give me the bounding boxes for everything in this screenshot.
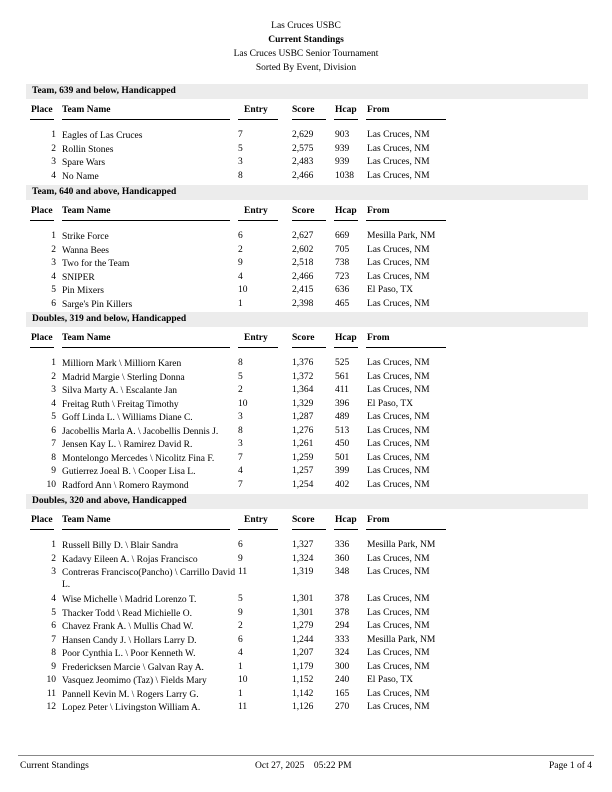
cell-team: Sarge's Pin Killers: [62, 299, 133, 310]
cell-place: 11: [46, 688, 56, 699]
cell-from: Las Cruces, NM: [367, 244, 430, 255]
cell-place: 4: [51, 170, 56, 181]
cell-from: Mesilla Park, NM: [367, 231, 436, 241]
header-underline: [334, 220, 358, 221]
cell-from: Las Cruces, NM: [367, 648, 430, 658]
cell-team: Contreras Francisco(Pancho) \ Carrillo David L.: [62, 568, 236, 590]
cell-team: Thacker Todd \ Read Michielle O.: [62, 608, 193, 619]
cell-from: El Paso, TX: [367, 285, 414, 295]
cell-entry: 5: [238, 594, 243, 604]
header-underline: [238, 529, 278, 530]
cell-hcap: 165: [335, 688, 350, 699]
column-headers: [26, 333, 588, 347]
cell-entry: 4: [238, 271, 243, 282]
cell-score: 1,376: [292, 358, 314, 368]
cell-entry: 10: [238, 285, 248, 295]
cell-team: Freitag Ruth \ Freitag Timothy: [62, 399, 179, 410]
cell-score: 1,179: [292, 661, 314, 672]
cell-place: 6: [51, 298, 56, 309]
footer-report-name: Current Standings: [20, 761, 89, 771]
cell-hcap: 240: [335, 675, 350, 685]
column-header-score: Score: [292, 105, 315, 115]
header-underline: [292, 529, 326, 530]
cell-hcap: 336: [335, 540, 350, 550]
cell-team: Jacobellis Marla A. \ Jacobellis Dennis J.: [62, 426, 219, 437]
cell-hcap: 450: [335, 439, 350, 449]
cell-team: Milliorn Mark \ Milliorn Karen: [62, 359, 182, 369]
cell-place: 10: [46, 675, 56, 685]
cell-entry: 8: [238, 170, 243, 181]
cell-score: 1,126: [292, 702, 314, 712]
cell-score: 1,279: [292, 621, 314, 631]
cell-from: Las Cruces, NM: [367, 553, 430, 564]
cell-entry: 4: [238, 466, 243, 476]
cell-place: 10: [46, 479, 56, 490]
cell-score: 1,276: [292, 425, 314, 436]
cell-from: Las Cruces, NM: [367, 594, 430, 604]
cell-hcap: 705: [335, 244, 350, 255]
cell-entry: 7: [238, 130, 243, 140]
table-row: [26, 661, 588, 675]
cell-team: Silva Marty A. \ Escalante Jan: [62, 386, 178, 396]
cell-entry: 11: [238, 702, 248, 712]
cell-team: Russell Billy D. \ Blair Sandra: [62, 541, 179, 551]
cell-place: 1: [51, 358, 56, 368]
cell-from: Las Cruces, NM: [367, 143, 430, 154]
column-header-hcap: Hcap: [335, 105, 357, 115]
header-underline: [366, 119, 446, 120]
column-header-from: From: [367, 105, 390, 115]
cell-entry: 3: [238, 412, 243, 422]
cell-place: 3: [51, 385, 56, 395]
column-header-team: Team Name: [62, 515, 111, 525]
cell-place: 12: [46, 702, 56, 712]
column-header-hcap: Hcap: [335, 206, 357, 216]
column-header-from: From: [367, 333, 390, 343]
header-underline: [238, 220, 278, 221]
table-row: [26, 384, 588, 398]
table-row: [26, 271, 588, 285]
cell-hcap: 501: [335, 452, 350, 463]
cell-score: 2,575: [292, 143, 314, 154]
cell-hcap: 1038: [335, 170, 354, 181]
cell-team: Wanna Bees: [62, 245, 109, 256]
header-underline: [292, 119, 326, 120]
cell-place: 2: [51, 553, 56, 564]
cell-entry: 9: [238, 258, 243, 268]
column-header-hcap: Hcap: [335, 333, 357, 343]
cell-entry: 1: [238, 688, 243, 699]
header-underline: [62, 220, 230, 221]
table-row: [26, 156, 588, 170]
cell-hcap: 270: [335, 702, 350, 712]
cell-hcap: 525: [335, 358, 350, 368]
header-underline: [30, 220, 54, 221]
header-underline: [30, 347, 54, 348]
column-header-score: Score: [292, 333, 315, 343]
cell-hcap: 378: [335, 607, 350, 618]
cell-entry: 7: [238, 452, 243, 463]
cell-team: Kadavy Eileen A. \ Rojas Francisco: [62, 554, 198, 565]
sort-description: Sorted By Event, Division: [255, 63, 357, 73]
header-underline: [334, 347, 358, 348]
cell-hcap: 489: [335, 412, 350, 422]
cell-from: Las Cruces, NM: [367, 412, 430, 422]
cell-hcap: 399: [335, 466, 350, 476]
cell-score: 1,372: [292, 371, 314, 382]
column-header-hcap: Hcap: [335, 515, 357, 525]
header-underline: [30, 529, 54, 530]
cell-place: 3: [51, 157, 56, 167]
column-header-from: From: [367, 206, 390, 216]
cell-from: Las Cruces, NM: [367, 385, 430, 395]
standings-rows: [26, 539, 588, 715]
cell-place: 4: [51, 398, 56, 409]
standings-section: [26, 312, 588, 492]
section-title: Team, 639 and below, Handicapped: [26, 84, 588, 99]
cell-team: Strike Force: [62, 232, 109, 242]
cell-team: Montelongo Mercedes \ Nicolitz Fina F.: [62, 453, 215, 464]
cell-entry: 3: [238, 157, 243, 167]
column-header-entry: Entry: [244, 105, 268, 115]
section-title: Doubles, 319 and below, Handicapped: [26, 312, 588, 327]
cell-place: 3: [51, 258, 56, 268]
cell-from: Las Cruces, NM: [367, 170, 430, 181]
cell-entry: 11: [238, 567, 248, 577]
table-row: [26, 129, 588, 143]
cell-from: Las Cruces, NM: [367, 607, 430, 618]
cell-score: 2,518: [292, 258, 314, 268]
column-header-place: Place: [31, 206, 53, 216]
cell-score: 2,466: [292, 170, 314, 181]
cell-score: 1,329: [292, 398, 314, 409]
cell-from: Las Cruces, NM: [367, 688, 430, 699]
cell-hcap: 324: [335, 648, 350, 658]
cell-entry: 4: [238, 648, 243, 658]
cell-place: 2: [51, 371, 56, 382]
table-row: [26, 620, 588, 634]
cell-from: El Paso, TX: [367, 398, 414, 409]
org-name: Las Cruces USBC: [271, 21, 341, 31]
table-row: [26, 566, 588, 593]
table-row: [26, 539, 588, 553]
table-row: [26, 411, 588, 425]
cell-from: Las Cruces, NM: [367, 661, 430, 672]
cell-hcap: 378: [335, 594, 350, 604]
cell-entry: 2: [238, 621, 243, 631]
cell-hcap: 396: [335, 398, 350, 409]
column-header-place: Place: [31, 105, 53, 115]
table-row: [26, 674, 588, 688]
table-row: [26, 647, 588, 661]
cell-hcap: 561: [335, 371, 350, 382]
cell-hcap: 903: [335, 130, 350, 140]
column-headers: [26, 105, 588, 119]
table-row: [26, 553, 588, 567]
cell-hcap: 411: [335, 385, 349, 395]
cell-entry: 2: [238, 385, 243, 395]
cell-entry: 10: [238, 675, 248, 685]
cell-score: 1,261: [292, 439, 314, 449]
standings-section: [26, 494, 588, 715]
header-underline: [366, 529, 446, 530]
table-row: [26, 298, 588, 312]
header-underline: [292, 220, 326, 221]
standings-section: [26, 84, 588, 183]
cell-team: Hansen Candy J. \ Hollars Larry D.: [62, 635, 197, 646]
cell-entry: 5: [238, 143, 243, 154]
cell-hcap: 669: [335, 231, 350, 241]
cell-from: Mesilla Park, NM: [367, 540, 436, 550]
cell-place: 9: [51, 466, 56, 476]
cell-from: Las Cruces, NM: [367, 479, 430, 490]
cell-team: Madrid Margie \ Sterling Donna: [62, 372, 185, 383]
table-row: [26, 701, 588, 715]
table-row: [26, 465, 588, 479]
cell-entry: 5: [238, 371, 243, 382]
table-row: [26, 357, 588, 371]
cell-place: 2: [51, 143, 56, 154]
header-underline: [366, 220, 446, 221]
table-row: [26, 244, 588, 258]
cell-hcap: 360: [335, 553, 350, 564]
cell-place: 4: [51, 271, 56, 282]
cell-entry: 6: [238, 634, 243, 645]
section-title: Team, 640 and above, Handicapped: [26, 185, 588, 200]
cell-score: 1,364: [292, 385, 314, 395]
cell-entry: 7: [238, 479, 243, 490]
cell-score: 1,254: [292, 479, 314, 490]
table-row: [26, 452, 588, 466]
cell-team: Gutierrez Joeal B. \ Cooper Lisa L.: [62, 467, 196, 477]
header-underline: [366, 347, 446, 348]
cell-hcap: 513: [335, 425, 350, 436]
cell-team: Lopez Peter \ Livingston William A.: [62, 703, 201, 713]
cell-score: 1,327: [292, 540, 314, 550]
cell-from: Las Cruces, NM: [367, 466, 430, 476]
header-underline: [238, 347, 278, 348]
cell-entry: 10: [238, 398, 248, 409]
header-underline: [334, 529, 358, 530]
cell-score: 1,259: [292, 452, 314, 463]
cell-score: 2,627: [292, 231, 314, 241]
cell-team: Spare Wars: [62, 158, 106, 168]
table-row: [26, 479, 588, 493]
cell-place: 8: [51, 648, 56, 658]
cell-place: 5: [51, 285, 56, 295]
cell-entry: 6: [238, 540, 243, 550]
table-row: [26, 607, 588, 621]
footer-page-number: Page 1 of 4: [548, 761, 592, 771]
cell-entry: 2: [238, 244, 243, 255]
table-row: [26, 438, 588, 452]
table-row: [26, 593, 588, 607]
standings-rows: [26, 129, 588, 183]
cell-from: Las Cruces, NM: [367, 452, 430, 463]
header-underline: [62, 119, 230, 120]
column-header-team: Team Name: [62, 333, 111, 343]
column-header-team: Team Name: [62, 105, 111, 115]
cell-score: 1,319: [292, 567, 314, 577]
column-headers: [26, 206, 588, 220]
footer-timestamp: Oct 27, 2025 05:22 PM: [255, 761, 352, 771]
table-row: [26, 634, 588, 648]
cell-place: 2: [51, 244, 56, 255]
cell-hcap: 723: [335, 271, 350, 282]
cell-team: Pin Mixers: [62, 286, 104, 296]
cell-team: Pannell Kevin M. \ Rogers Larry G.: [62, 689, 199, 700]
column-header-entry: Entry: [244, 333, 268, 343]
cell-hcap: 636: [335, 285, 350, 295]
cell-from: Las Cruces, NM: [367, 702, 430, 712]
standings-rows: [26, 357, 588, 492]
table-row: [26, 143, 588, 157]
page-title: Current Standings: [268, 35, 344, 45]
column-header-entry: Entry: [244, 515, 268, 525]
cell-from: Las Cruces, NM: [367, 258, 430, 268]
cell-from: Las Cruces, NM: [367, 298, 430, 309]
table-row: [26, 371, 588, 385]
cell-place: 1: [51, 540, 56, 550]
table-row: [26, 230, 588, 244]
cell-from: Las Cruces, NM: [367, 130, 430, 140]
cell-from: Las Cruces, NM: [367, 621, 430, 631]
table-row: [26, 398, 588, 412]
header-underline: [334, 119, 358, 120]
cell-entry: 9: [238, 553, 243, 564]
cell-team: Jensen Kay L. \ Ramirez David R.: [62, 440, 193, 450]
cell-score: 1,324: [292, 553, 314, 564]
cell-score: 1,142: [292, 688, 314, 699]
table-row: [26, 688, 588, 702]
cell-place: 1: [51, 130, 56, 140]
cell-score: 1,207: [292, 648, 314, 658]
cell-team: Rollin Stones: [62, 144, 114, 155]
cell-entry: 1: [238, 298, 243, 309]
cell-team: Wise Michelle \ Madrid Lorenzo T.: [62, 595, 197, 605]
standings-rows: [26, 230, 588, 311]
table-row: [26, 257, 588, 271]
column-header-entry: Entry: [244, 206, 268, 216]
cell-team: Vasquez Jeomimo (Taz) \ Fields Mary: [62, 676, 207, 686]
cell-team: Poor Cynthia L. \ Poor Kenneth W.: [62, 649, 196, 659]
cell-place: 1: [51, 231, 56, 241]
cell-score: 2,415: [292, 285, 314, 295]
tournament-name: Las Cruces USBC Senior Tournament: [233, 49, 379, 59]
table-row: [26, 425, 588, 439]
cell-score: 1,287: [292, 412, 314, 422]
cell-team: SNIPER: [62, 272, 95, 283]
cell-place: 7: [51, 634, 56, 645]
cell-team: No Name: [62, 171, 99, 182]
header-underline: [62, 529, 230, 530]
cell-hcap: 348: [335, 567, 350, 577]
header-underline: [30, 119, 54, 120]
footer-divider: [18, 755, 594, 756]
table-row: [26, 284, 588, 298]
cell-entry: 8: [238, 425, 243, 436]
cell-from: Las Cruces, NM: [367, 439, 430, 449]
cell-from: Las Cruces, NM: [367, 425, 430, 436]
cell-team: Radford Ann \ Romero Raymond: [62, 480, 189, 491]
cell-hcap: 333: [335, 634, 350, 645]
cell-score: 2,398: [292, 298, 314, 309]
table-row: [26, 170, 588, 184]
cell-score: 1,301: [292, 594, 314, 604]
cell-place: 4: [51, 594, 56, 604]
cell-score: 1,244: [292, 634, 314, 645]
cell-entry: 3: [238, 439, 243, 449]
cell-entry: 6: [238, 231, 243, 241]
column-headers: [26, 515, 588, 529]
cell-from: Las Cruces, NM: [367, 271, 430, 282]
cell-score: 2,629: [292, 130, 314, 140]
cell-from: Las Cruces, NM: [367, 358, 430, 368]
cell-from: Las Cruces, NM: [367, 567, 430, 577]
cell-hcap: 465: [335, 298, 350, 309]
column-header-from: From: [367, 515, 390, 525]
cell-hcap: 939: [335, 143, 350, 154]
header-underline: [238, 119, 278, 120]
cell-from: Las Cruces, NM: [367, 371, 430, 382]
cell-team: Chavez Frank A. \ Mullis Chad W.: [62, 622, 194, 632]
cell-from: Las Cruces, NM: [367, 157, 430, 167]
cell-team: Fredericksen Marcie \ Galvan Ray A.: [62, 662, 204, 673]
cell-place: 6: [51, 425, 56, 436]
column-header-score: Score: [292, 515, 315, 525]
cell-place: 8: [51, 452, 56, 463]
cell-place: 5: [51, 607, 56, 618]
cell-place: 6: [51, 621, 56, 631]
cell-team: Eagles of Las Cruces: [62, 131, 143, 141]
cell-score: 1,301: [292, 607, 314, 618]
cell-from: Mesilla Park, NM: [367, 634, 436, 645]
cell-from: El Paso, TX: [367, 675, 414, 685]
section-title: Doubles, 320 and above, Handicapped: [26, 494, 588, 509]
cell-score: 1,152: [292, 675, 314, 685]
cell-entry: 1: [238, 661, 243, 672]
cell-hcap: 738: [335, 258, 350, 268]
cell-place: 9: [51, 661, 56, 672]
cell-team: Two for the Team: [62, 259, 130, 269]
cell-score: 2,483: [292, 157, 314, 167]
cell-hcap: 402: [335, 479, 350, 490]
column-header-place: Place: [31, 333, 53, 343]
cell-score: 2,466: [292, 271, 314, 282]
header-underline: [292, 347, 326, 348]
cell-entry: 8: [238, 358, 243, 368]
column-header-place: Place: [31, 515, 53, 525]
standings-section: [26, 185, 588, 311]
cell-place: 3: [51, 567, 56, 577]
cell-hcap: 939: [335, 157, 350, 167]
column-header-team: Team Name: [62, 206, 111, 216]
cell-team: Goff Linda L. \ Williams Diane C.: [62, 413, 193, 423]
cell-hcap: 294: [335, 621, 350, 631]
cell-place: 7: [51, 439, 56, 449]
cell-hcap: 300: [335, 661, 350, 672]
cell-score: 1,257: [292, 466, 314, 476]
column-header-score: Score: [292, 206, 315, 216]
cell-place: 5: [51, 412, 56, 422]
cell-entry: 9: [238, 607, 243, 618]
cell-score: 2,602: [292, 244, 314, 255]
header-underline: [62, 347, 230, 348]
